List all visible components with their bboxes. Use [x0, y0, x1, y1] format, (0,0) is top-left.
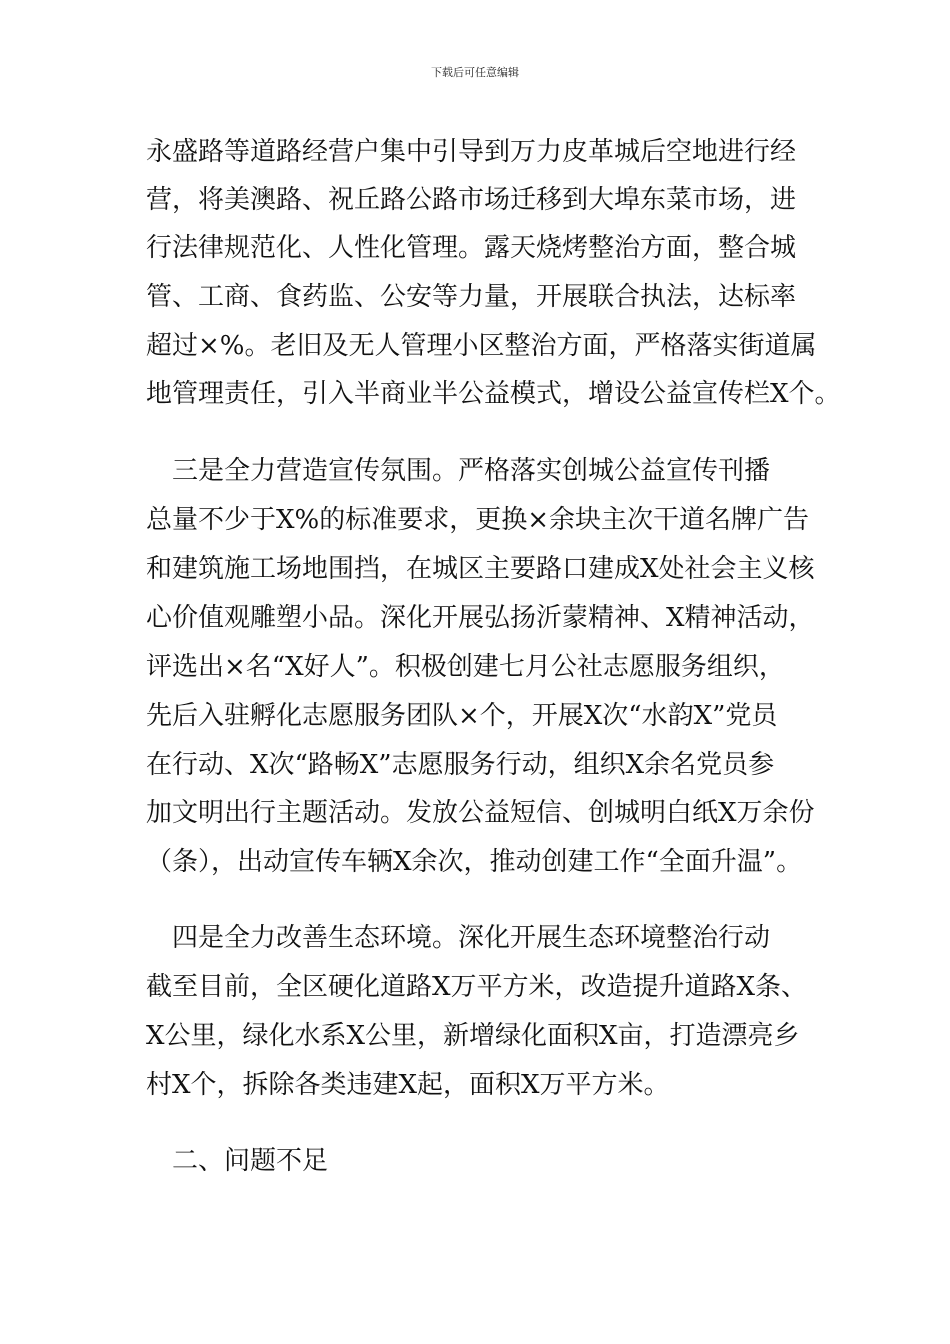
paragraph-1-line-6: 地管理责任，引入半商业半公益模式，增设公益宣传栏X个。: [146, 379, 841, 409]
paragraph-1-line-5: 超过×%。老旧及无人管理小区整治方面，严格落实街道属: [146, 331, 817, 361]
paragraph-2-line-1: 三是全力营造宣传氛围。严格落实创城公益宣传刊播: [146, 456, 771, 486]
paragraph-2-line-2: 总量不少于X%的标准要求，更换×余块主次干道名牌广告: [146, 505, 810, 535]
paragraph-2-line-7: 在行动、X次“路畅X”志愿服务行动，组织X余名党员参: [146, 750, 775, 780]
paragraph-2-line-6: 先后入驻孵化志愿服务团队×个，开展X次“水韵X”党员: [146, 701, 778, 731]
paragraph-3-line-1: 四是全力改善生态环境。深化开展生态环境整治行动: [146, 923, 771, 953]
paragraph-3-line-4: 村X个，拆除各类违建X起，面积X万平方米。: [146, 1070, 670, 1100]
paragraph-3-line-3: X公里，绿化水系X公里，新增绿化面积X亩，打造漂亮乡: [146, 1021, 800, 1051]
paragraph-1-line-2: 营，将美澳路、祝丘路公路市场迁移到大埠东菜市场，进: [146, 185, 797, 215]
paragraph-1-line-4: 管、工商、食药监、公安等力量，开展联合执法，达标率: [146, 282, 797, 312]
section-heading: 二、问题不足: [146, 1146, 329, 1176]
paragraph-2-line-3: 和建筑施工场地围挡，在城区主要路口建成X处社会主义核: [146, 554, 815, 584]
paragraph-1-line-3: 行法律规范化、人性化管理。露天烧烤整治方面，整合城: [146, 233, 797, 263]
paragraph-3-line-2: 截至目前，全区硬化道路X万平方米，改造提升道路X条、: [146, 972, 808, 1002]
paragraph-2-line-8: 加文明出行主题活动。发放公益短信、创城明白纸X万余份: [146, 798, 815, 828]
paragraph-2-line-9: （条），出动宣传车辆X余次，推动创建工作“全面升温”。: [146, 847, 803, 877]
paragraph-2-line-4: 心价值观雕塑小品。深化开展弘扬沂蒙精神、X精神活动，: [146, 603, 815, 633]
paragraph-2-line-5: 评选出×名“X好人”。积极创建七月公社志愿服务组织，: [146, 652, 785, 682]
page-header: 下载后可任意编辑: [431, 66, 519, 79]
paragraph-1-line-1: 永盛路等道路经营户集中引导到万力皮革城后空地进行经: [146, 137, 797, 167]
